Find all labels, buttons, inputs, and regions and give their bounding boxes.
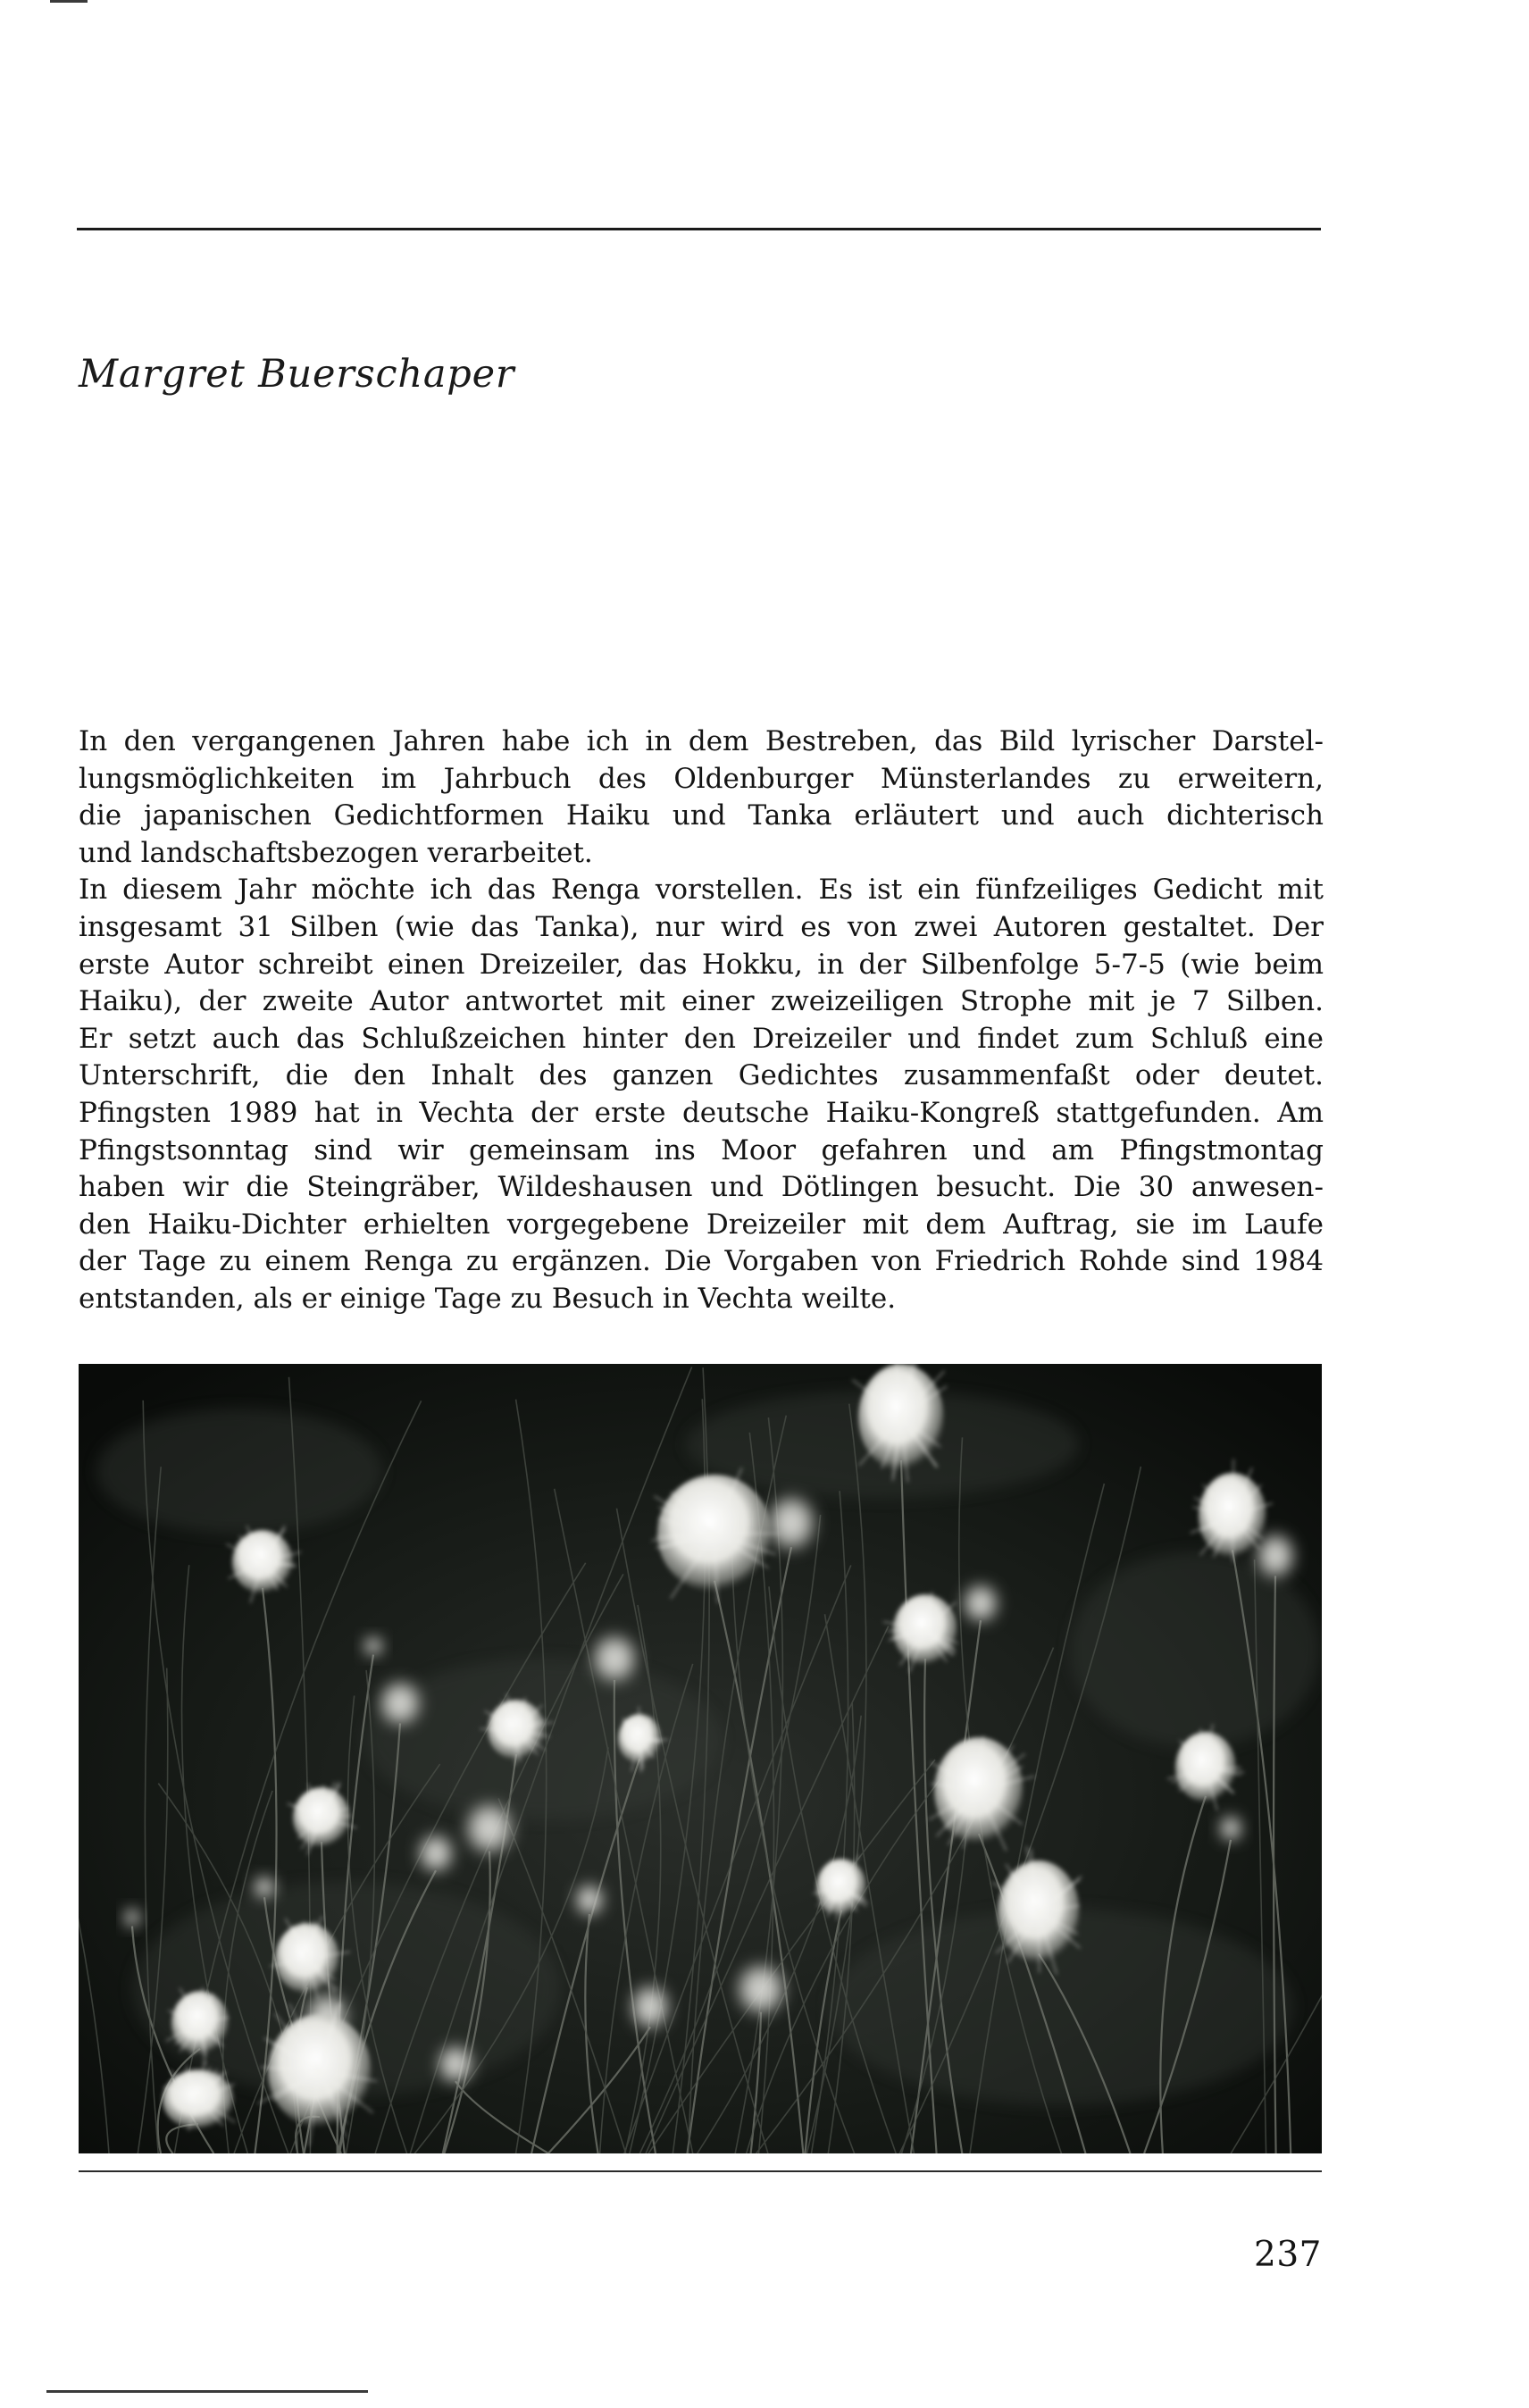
cotton-grass-head	[589, 1632, 639, 1685]
cotton-grass-head	[573, 1882, 606, 1918]
cotton-grass-head	[436, 2043, 475, 2086]
text-line: Er setzt auch das Schlußzeichen hinter den Dreizeiler und findet zum Schluß eine	[79, 1022, 1324, 1055]
cotton-grass-head	[416, 1832, 455, 1875]
cotton-tuft	[463, 1800, 516, 1857]
tuft-fiber	[515, 1730, 516, 1766]
text-line: die japanischen Gedichtformen Haiku und Tanka erläutert und auch dichterisch	[79, 799, 1324, 832]
cotton-tuft	[764, 1492, 818, 1553]
cotton-tuft	[734, 1961, 788, 2018]
text-line: lungsmöglichkeiten im Jahrbuch des Oldenburger Münsterlandes zu erweitern,	[79, 762, 1324, 795]
author-name: Margret Buerschaper	[79, 352, 515, 397]
scan-edge-mark	[46, 2390, 368, 2393]
cotton-tuft	[363, 1635, 384, 1657]
cotton-grass-head	[252, 1875, 277, 1900]
cotton-tuft	[1254, 1531, 1297, 1581]
cotton-grass-head	[463, 1800, 516, 1857]
cotton-tuft	[436, 2043, 475, 2086]
cotton-tuft	[961, 1582, 1000, 1625]
cotton-grass-head	[629, 1982, 672, 2032]
cotton-tuft	[377, 1678, 423, 1728]
cotton-tuft	[416, 1832, 455, 1875]
text-line: Pfingsten 1989 hat in Vechta der erste deutsche Haiku-Kongreß stattgefunden. Am	[79, 1096, 1324, 1129]
text-line: In diesem Jahr möchte ich das Renga vorstellen. Es ist ein fünfzeiliges Gedicht mit	[79, 874, 1324, 907]
text-line: haben wir die Steingräber, Wildeshausen und Dötlingen besucht. Die 30 anwesen-	[79, 1171, 1324, 1204]
cotton-grass-head	[363, 1635, 384, 1657]
cotton-tuft	[573, 1882, 606, 1918]
cotton-grass-head	[961, 1582, 1000, 1625]
cotton-grass-head	[123, 1907, 141, 1928]
page-number: 237	[1254, 2235, 1322, 2275]
photo-illustration	[79, 1364, 1322, 2153]
tuft-fiber	[887, 1630, 925, 1631]
text-line: Haiku), der zweite Autor antwortet mit einer zweizeiligen Strophe mit je 7 Silben.	[79, 985, 1324, 1018]
tuft-fiber	[1039, 1912, 1040, 1973]
cotton-grass-head	[1254, 1531, 1297, 1581]
text-line: insgesamt 31 Silben (wie das Tanka), nur wird es von zwei Autoren gestaltet. Der	[79, 910, 1324, 943]
bottom-rule	[79, 2170, 1322, 2172]
cotton-tuft	[589, 1632, 639, 1685]
cotton-grass-head	[1218, 1814, 1243, 1843]
top-rule	[77, 228, 1321, 230]
cotton-grass-head	[377, 1678, 423, 1728]
paragraph-2	[79, 872, 1324, 1095]
cotton-tuft	[629, 1982, 672, 2032]
text-line: In den vergangenen Jahren habe ich in dem Bestreben, das Bild lyrischer Darstel-	[79, 725, 1324, 757]
cotton-grass-head	[734, 1961, 788, 2018]
scan-edge-mark	[50, 0, 88, 3]
text-line: Unterschrift, die den Inhalt des ganzen Gedichtes zusammenfaßt oder deutet.	[79, 1059, 1324, 1092]
text-line: erste Autor schreibt einen Dreizeiler, das Hokku, in der Silbenfolge 5-7-5 (wie beim	[79, 948, 1324, 981]
cotton-grass-photo	[79, 1364, 1322, 2153]
cotton-tuft	[1218, 1814, 1243, 1843]
paragraph-3	[79, 1095, 1324, 1318]
text-line: den Haiku-Dichter erhielten vorgegebene Dreizeiler mit dem Auftrag, sie im Laufe	[79, 1208, 1324, 1241]
article-body	[79, 723, 1324, 1318]
text-line: Pfingstsonntag sind wir gemeinsam ins Moor gefahren und am Pfingstmontag	[79, 1133, 1324, 1166]
paragraph-1	[79, 723, 1324, 872]
text-line: der Tage zu einem Renga zu ergänzen. Die Vorgaben von Friedrich Rohde sind 1984	[79, 1245, 1324, 1278]
tuft-fiber	[1232, 1516, 1233, 1562]
text-line: und landschaftsbezogen verarbeitet.	[79, 836, 593, 869]
text-line: entstanden, als er einige Tage zu Besuch in Vechta weilte.	[79, 1282, 897, 1315]
cotton-tuft	[252, 1875, 277, 1900]
cotton-tuft	[123, 1907, 141, 1928]
cotton-grass-head	[764, 1492, 818, 1553]
